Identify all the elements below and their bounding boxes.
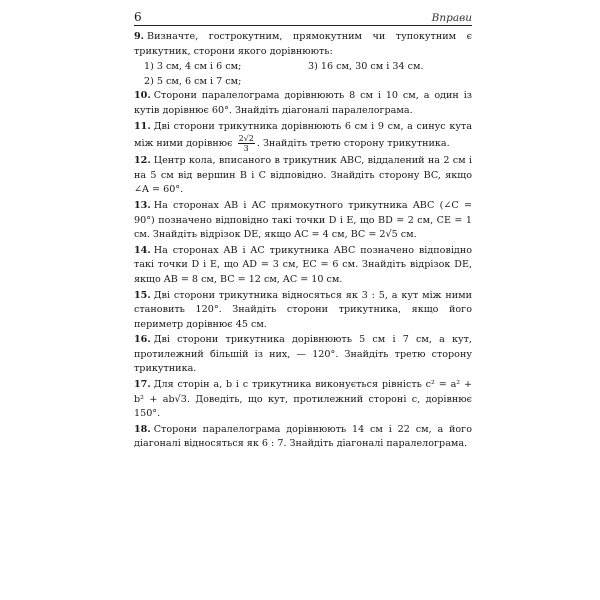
problem-number: 11. bbox=[134, 120, 151, 132]
problem-text: Центр кола, вписаного в трикутник ABC, віддалений на 2 см і на 5 см від вершин B і C відповідно. Знайдіть сторону BC, якщо ∠A = 60°. bbox=[134, 155, 472, 196]
problem-text: Дві сторони трикутника дорівнюють 5 см і 7 см, а кут, протилежний більшій із них, — 120°. Знайдіть третю сторону трикутника. bbox=[134, 334, 472, 375]
problem-number: 12. bbox=[134, 155, 151, 167]
page-number: 6 bbox=[134, 10, 142, 24]
problem-text: Для сторін a, b і c трикутника виконується рівність c² = a² + b² + ab√3. Доведіть, що кут, протилежний стороні c, дорівнює 150°. bbox=[134, 379, 472, 420]
problem-number: 16. bbox=[134, 334, 151, 346]
option-1: 1) 3 см, 4 см і 6 см; bbox=[144, 61, 242, 73]
problem-text: На сторонах AB і AC трикутника ABC позначено відповідно такі точки D і E, що AD = 3 см, EC = 6 см. Знайдіть відрізок DE, якщо AB = 8 см, BC = 12 см, AC = 10 см. bbox=[134, 244, 472, 285]
option-2: 2) 5 см, 6 см і 7 см; bbox=[144, 75, 242, 87]
problem-13 bbox=[134, 199, 472, 243]
problem-18 bbox=[134, 423, 472, 452]
problem-text: Сторони паралелограма дорівнюють 14 см і 22 см, а його діагоналі відносяться як 6 : 7. Знайдіть діагоналі паралелограма. bbox=[134, 423, 472, 450]
section-title: Вправи bbox=[431, 12, 472, 24]
problem-text-before: Дві сторони трикутника дорівнюють 6 см і 9 см, а синус кута між ними дорівнює bbox=[134, 120, 472, 150]
problem-number: 9. bbox=[134, 31, 145, 42]
fraction-numerator: 2√2 bbox=[238, 134, 254, 144]
problem-12 bbox=[134, 154, 472, 198]
problem-17 bbox=[134, 378, 472, 422]
problem-number: 13. bbox=[134, 199, 151, 211]
problem-number: 18. bbox=[134, 423, 151, 435]
fraction bbox=[238, 134, 255, 153]
problem-text: Сторони паралелограма дорівнюють 8 см і 10 см, а один із кутів дорівнює 60°. Знайдіть діагоналі паралелограма. bbox=[134, 90, 472, 116]
problem-text: На сторонах AB і AC прямокутного трикутника ABC (∠C = 90°) позначено відповідно такі точки D і E, що BD = 2 см, CE = 1 см. Знайдіть відрізок DE, якщо AC = 4 см, BC = 2√5 см. bbox=[134, 199, 472, 241]
problem-16 bbox=[134, 333, 472, 377]
problem-text: Визначте, гострокутним, прямокутним чи тупокутним є трикутник, сторони якого дорівнюють: bbox=[134, 31, 472, 57]
problem-15 bbox=[134, 289, 472, 333]
problem-number: 17. bbox=[134, 379, 151, 391]
problem-number: 14. bbox=[134, 244, 151, 256]
problem-number: 10. bbox=[134, 90, 151, 102]
problem-11 bbox=[134, 120, 472, 154]
problem-10 bbox=[134, 89, 472, 118]
problem-number: 15. bbox=[134, 289, 151, 301]
problem-text-after: . Знайдіть третю сторону трикутника. bbox=[256, 138, 450, 150]
problem-text: Дві сторони трикутника відносяться як 3 : 5, а кут між ними становить 120°. Знайдіть сторони трикутника, якщо його периметр дорівнює 45 см. bbox=[134, 289, 472, 330]
problem-9 bbox=[134, 30, 472, 59]
fraction-denominator: 3 bbox=[243, 144, 249, 154]
problem-14 bbox=[134, 244, 472, 288]
option-3: 3) 16 см, 30 см і 34 см. bbox=[308, 61, 424, 73]
problem-9-options bbox=[134, 60, 472, 89]
page-header bbox=[134, 10, 472, 26]
